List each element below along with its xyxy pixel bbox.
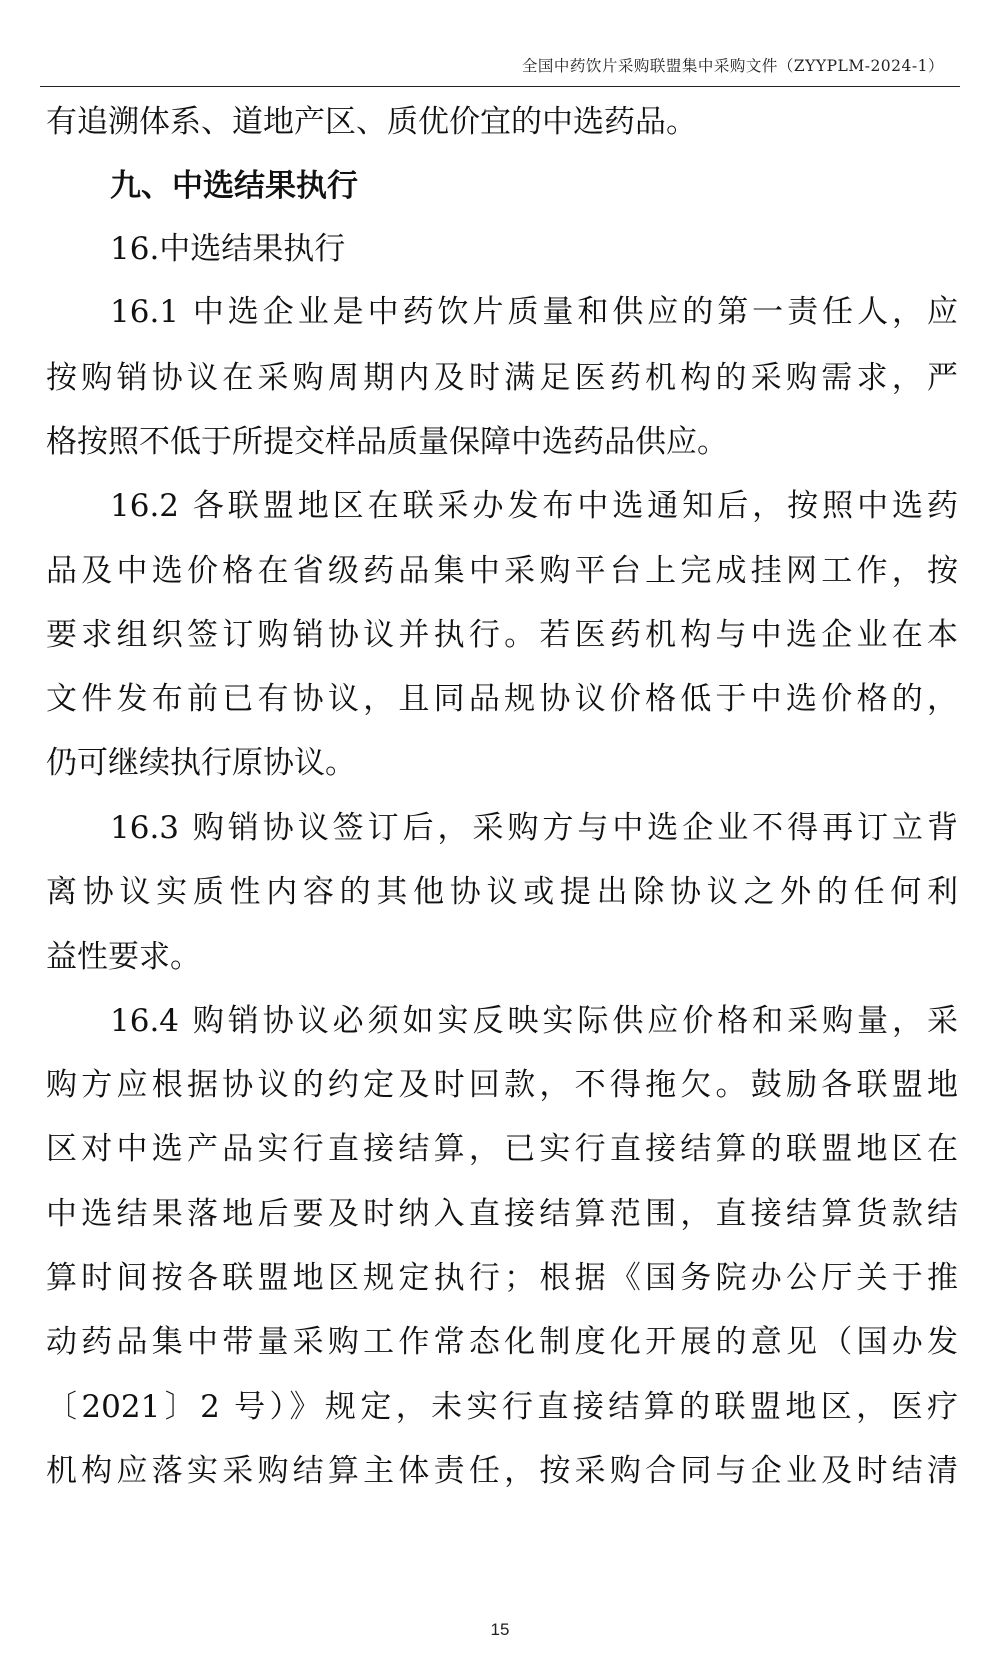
paragraph-line: 16.1 中选企业是中药饮片质量和供应的第一责任人，应 xyxy=(110,294,958,330)
paragraph-line: 按购销协议在采购周期内及时满足医药机构的采购需求，严 xyxy=(46,360,958,396)
paragraph-line: 中选结果落地后要及时纳入直接结算范围，直接结算货款结 xyxy=(46,1196,958,1232)
paragraph-line: 〔2021〕2 号）》规定，未实行直接结算的联盟地区，医疗 xyxy=(46,1389,958,1425)
subsection-heading: 16.中选结果执行 xyxy=(110,231,346,267)
paragraph-line: 区对中选产品实行直接结算，已实行直接结算的联盟地区在 xyxy=(46,1131,958,1167)
paragraph-line: 要求组织签订购销协议并执行。若医药机构与中选企业在本 xyxy=(46,617,958,653)
paragraph-line: 格按照不低于所提交样品质量保障中选药品供应。 xyxy=(46,424,728,460)
paragraph-line: 益性要求。 xyxy=(46,939,201,975)
paragraph-line: 动药品集中带量采购工作常态化制度化开展的意见（国办发 xyxy=(46,1324,958,1360)
paragraph-line: 仍可继续执行原协议。 xyxy=(46,745,356,781)
header-rule xyxy=(40,86,960,87)
paragraph-line: 有追溯体系、道地产区、质优价宜的中选药品。 xyxy=(46,104,697,140)
paragraph-line: 购方应根据协议的约定及时回款，不得拖欠。鼓励各联盟地 xyxy=(46,1067,958,1103)
paragraph-line: 16.3 购销协议签订后，采购方与中选企业不得再订立背 xyxy=(110,810,958,846)
running-header: 全国中药饮片采购联盟集中采购文件（ZYYPLM-2024-1） xyxy=(521,57,944,75)
paragraph-line: 机构应落实采购结算主体责任，按采购合同与企业及时结清 xyxy=(46,1453,958,1489)
paragraph-line: 文件发布前已有协议，且同品规协议价格低于中选价格的， xyxy=(46,681,958,717)
page-number: 15 xyxy=(490,1620,510,1639)
paragraph-line: 离协议实质性内容的其他协议或提出除协议之外的任何利 xyxy=(46,874,958,910)
paragraph-line: 品及中选价格在省级药品集中采购平台上完成挂网工作，按 xyxy=(46,553,958,589)
paragraph-line: 16.2 各联盟地区在联采办发布中选通知后，按照中选药 xyxy=(110,488,958,524)
paragraph-line: 算时间按各联盟地区规定执行；根据《国务院办公厅关于推 xyxy=(46,1260,958,1296)
section-heading: 九、中选结果执行 xyxy=(110,168,358,204)
paragraph-line: 16.4 购销协议必须如实反映实际供应价格和采购量，采 xyxy=(110,1003,958,1039)
